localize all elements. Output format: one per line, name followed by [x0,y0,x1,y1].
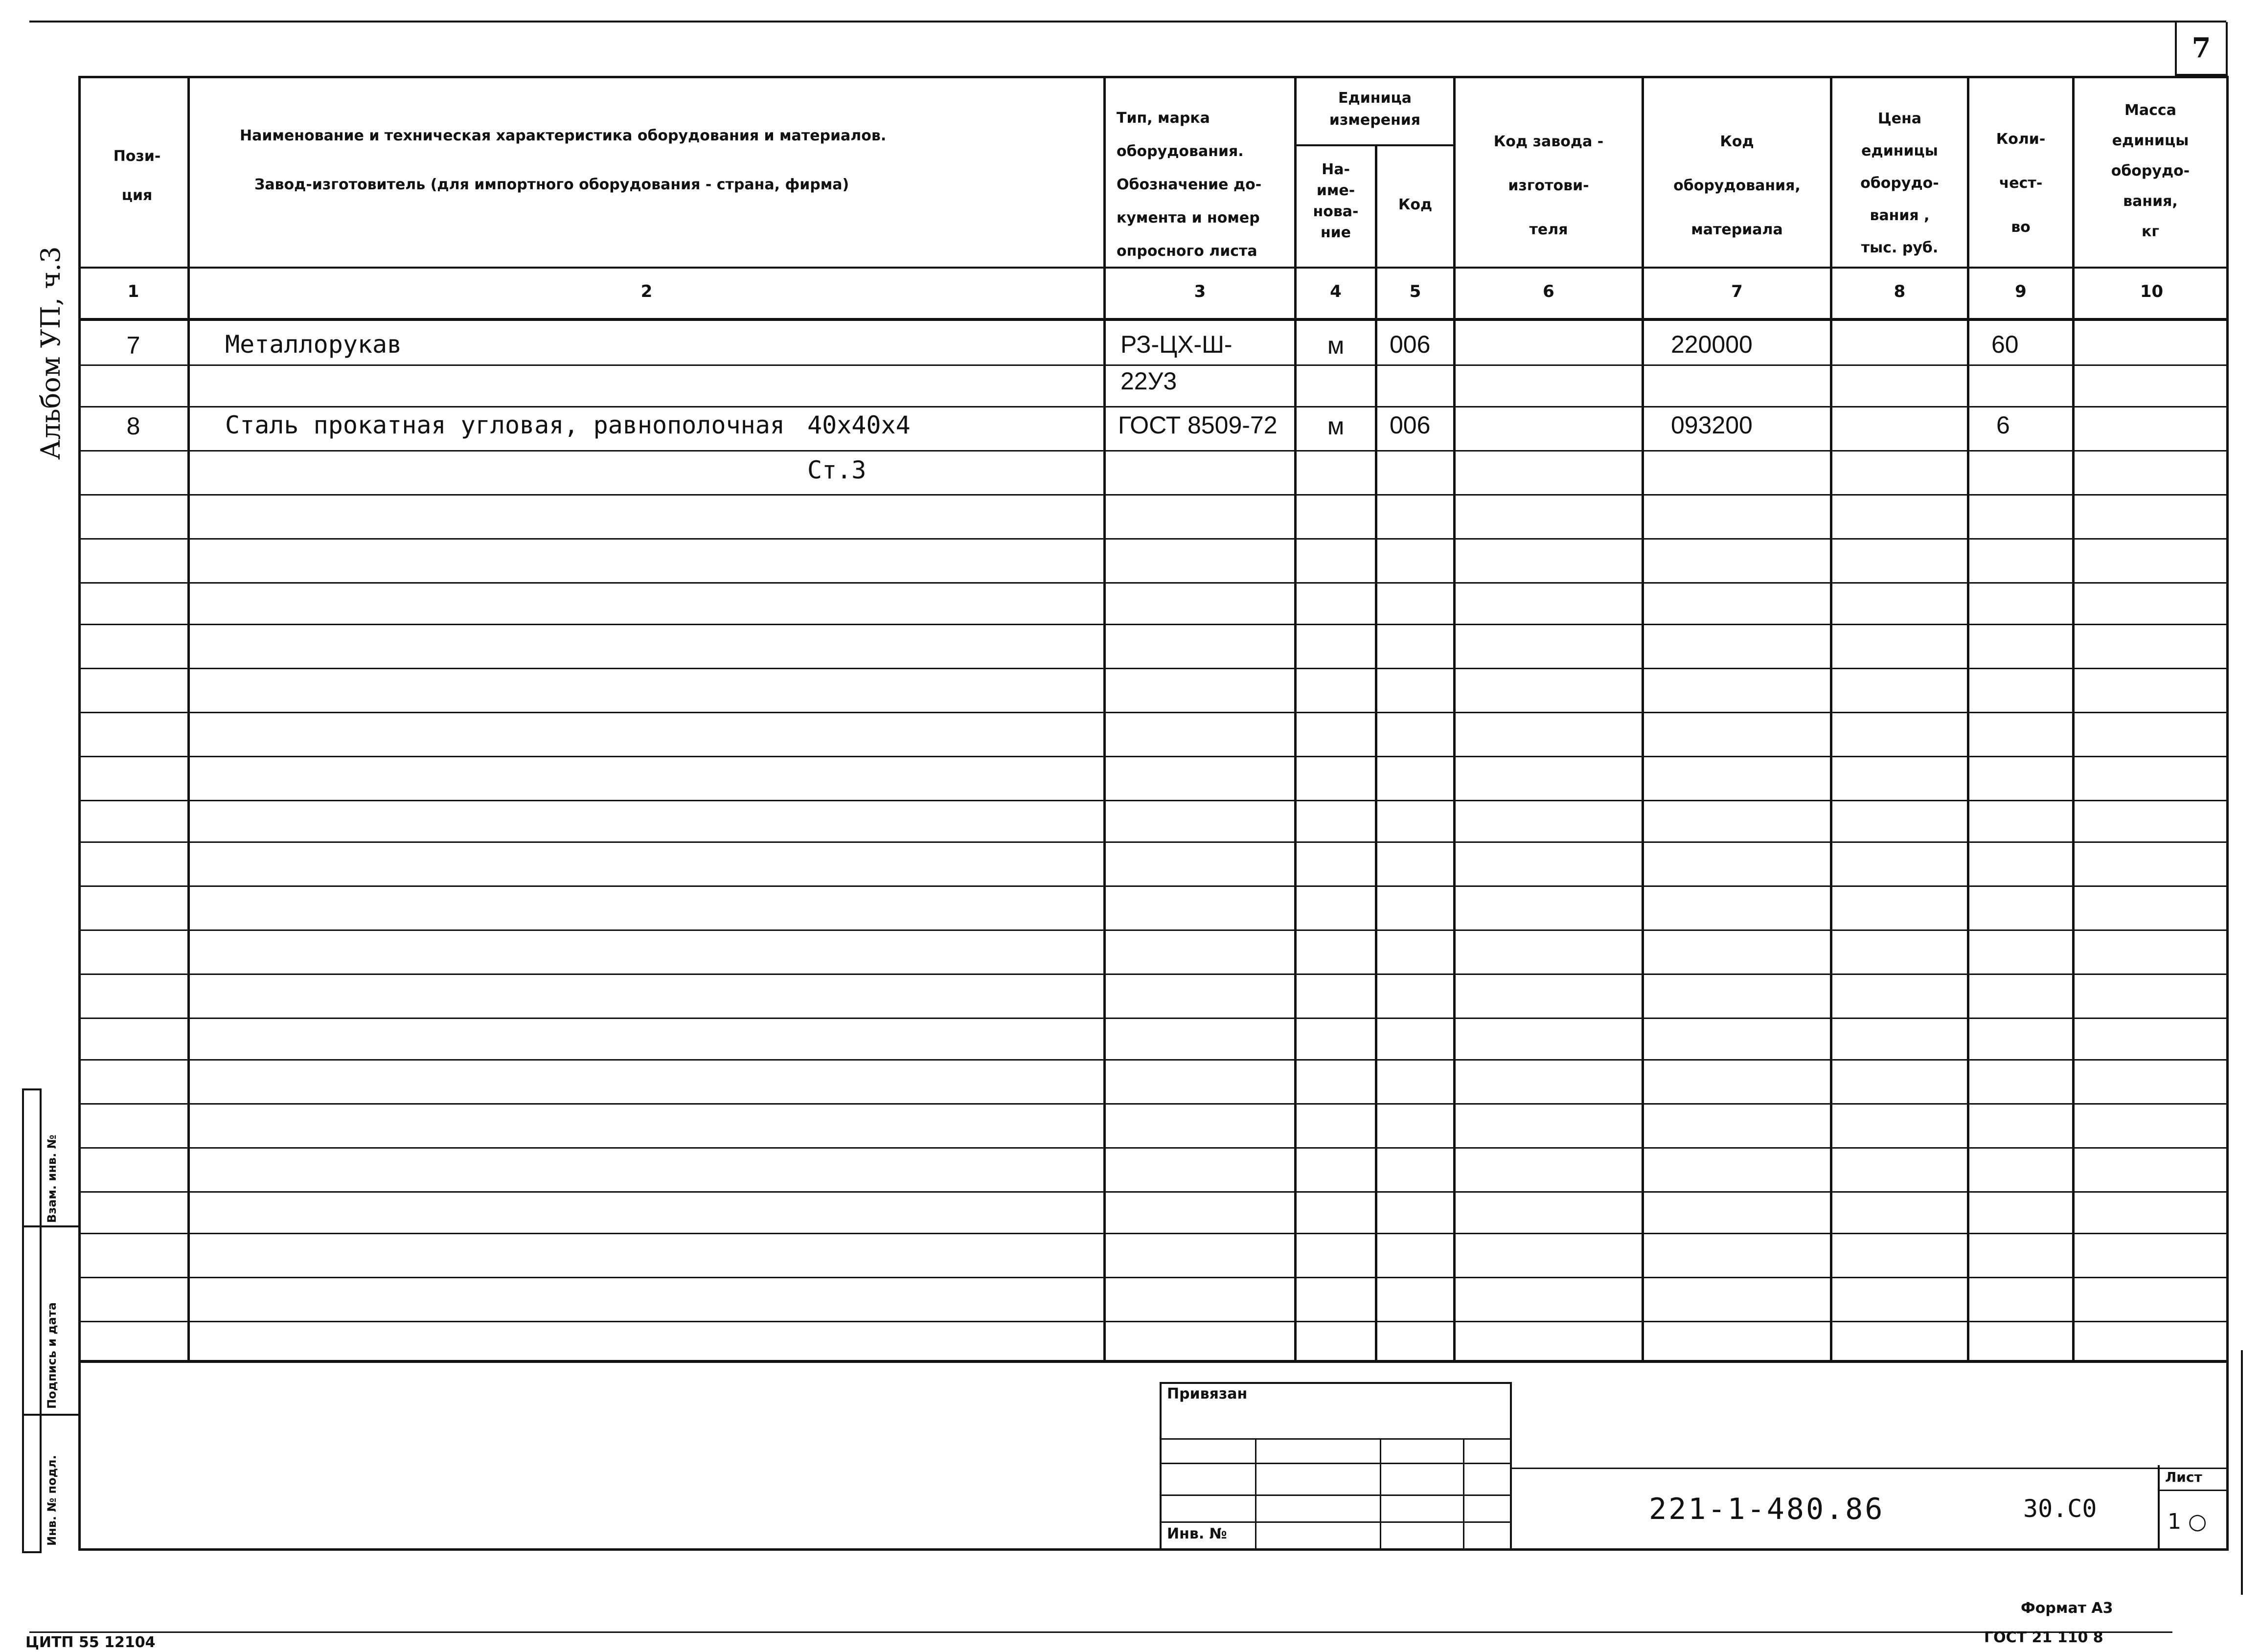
binding-stamp-vline [1255,1438,1256,1551]
header-col10 [2075,95,2226,247]
footer-left-code: ЦИТП 55 12104 [25,1634,156,1651]
header-col9-line: чест- [1999,175,2043,192]
side-stamp [22,1088,42,1553]
section-code: 30.С0 [2023,1494,2097,1523]
header-col1 [93,137,181,215]
column-number: 2 [640,282,653,301]
row-7-equip-code: 220000 [1671,331,1753,358]
inv-no-label: Инв. № [1167,1525,1227,1542]
unit-group-divider [1294,144,1456,146]
column-number: 6 [1543,282,1554,301]
row-8-position: 8 [126,412,140,440]
footer-gost: ГОСТ 21 110 8 [1984,1629,2103,1646]
header-col2-line1: Наименование и техническая характеристика оборудования и материалов. [240,127,887,144]
side-stamp-divider-2 [22,1414,78,1416]
row-8-qty: 6 [1996,411,2010,439]
row-8-type: ГОСТ 8509-72 [1118,411,1278,439]
row-7-position: 7 [126,332,140,359]
row-7-unit: м [1327,332,1345,359]
header-col10-line: Масса [2124,102,2176,119]
row-line [78,756,2229,757]
header-col8-line: вания , [1870,207,1930,224]
col-line-7 [1830,76,1832,1362]
row-7-type-cont: 22У3 [1120,367,1177,395]
column-number: 10 [2140,282,2164,301]
header-unit-group-line: измерения [1329,112,1421,129]
column-number: 3 [1194,282,1206,301]
row-8-code: 006 [1390,411,1431,439]
header-col8-line: тыс. руб. [1861,239,1939,256]
column-number-row-line [78,318,2229,321]
header-unit-group [1297,87,1453,131]
col-line-3 [1294,76,1297,1362]
top-border [29,21,2226,23]
header-col3-line: оборудования. [1117,143,1244,160]
col-line-9 [2072,76,2075,1362]
row-8-unit: м [1327,412,1345,440]
document-code: 221-1-480.86 [1649,1492,1885,1526]
binding-stamp-line [1160,1494,1512,1496]
row-line [78,841,2229,843]
row-line [78,973,2229,975]
binding-stamp-line [1160,1521,1512,1523]
row-line [78,668,2229,669]
row-line [78,538,2229,540]
col-line-2 [1103,76,1106,1362]
header-col9-line: во [2011,219,2031,236]
table-bottom-line [78,1360,2229,1363]
header-col5: Код [1398,196,1433,213]
row-line [78,1191,2229,1193]
row-line [78,885,2229,887]
col-line-1 [187,76,190,1362]
row-line [78,800,2229,801]
header-col7 [1644,120,1830,252]
row-line [78,364,2229,366]
header-col8-line: оборудо- [1860,175,1939,192]
column-number: 7 [1731,282,1743,301]
header-col7-line: Код [1720,133,1754,150]
column-number: 1 [127,282,139,301]
side-stamp-cell-3: Инв. № подл. [45,1455,59,1546]
row-line [78,1103,2229,1105]
header-col6-line: теля [1529,221,1568,238]
header-col8 [1832,103,1967,264]
header-col7-line: материала [1691,221,1783,238]
header-col10-line: вания, [2123,193,2178,210]
row-7-code: 006 [1390,331,1431,358]
sheet-number-box [2175,22,2228,76]
row-line [78,1147,2229,1149]
header-col9-line: Коли- [1996,131,2046,148]
header-col10-line: единицы [2112,132,2189,149]
header-col8-line: Цена [1877,110,1922,127]
row-line [78,929,2229,931]
binding-stamp-label: Привязан [1167,1385,1248,1403]
header-col1-line: Пози- [113,148,161,165]
row-8-equip-code: 093200 [1671,411,1753,439]
column-number: 5 [1409,282,1421,301]
header-col3 [1117,102,1293,268]
list-box-line [2158,1490,2229,1491]
header-col4 [1297,159,1375,243]
column-number: 8 [1894,282,1906,301]
column-number: 9 [2015,282,2027,301]
row-8-grade: Ст.3 [807,456,867,484]
row-8-name: Сталь прокатная угловая, равнополочная [225,411,785,439]
row-line [78,406,2229,407]
col-line-4 [1375,144,1377,1360]
row-line [78,582,2229,584]
title-block-line [1512,1468,2229,1469]
header-col4-line: нова- [1313,203,1359,220]
row-7-qty: 60 [1991,331,2019,358]
header-col3-line: опросного листа [1117,243,1257,260]
header-col3-line: Тип, марка [1117,110,1210,127]
header-col8-line: единицы [1861,142,1938,159]
header-col2-line2: Завод-изготовитель (для импортного оборудования - страна, фирма) [254,176,849,193]
row-line [78,1233,2229,1234]
column-number: 4 [1330,282,1342,301]
header-col6-line: изготови- [1508,177,1589,194]
footer-format: Формат А3 [2021,1600,2113,1617]
binding-stamp-line [1160,1438,1512,1440]
header-unit-group-line: Единица [1338,90,1412,107]
header-col6 [1456,120,1642,252]
header-col10-line: оборудо- [2111,162,2190,180]
col-line-6 [1642,76,1644,1362]
album-side-label: Альбом УП, ч.3 [35,246,66,460]
row-line [78,494,2229,496]
header-col3-line: Обозначение до- [1117,176,1262,193]
row-line [78,712,2229,713]
row-line [78,450,2229,452]
list-label: Лист [2165,1469,2202,1485]
header-col1-line: ция [121,187,153,204]
row-7-type: РЗ-ЦХ-Ш- [1120,331,1233,358]
header-col9 [1969,117,2072,249]
side-stamp-cell-2: Подпись и дата [45,1302,59,1409]
row-7-name: Металлорукав [225,330,402,359]
header-col6-line: Код завода - [1493,133,1604,150]
row-line [78,1059,2229,1061]
row-line [78,1277,2229,1278]
header-col7-line: оборудования, [1673,177,1801,194]
footer-line [29,1631,2172,1633]
row-line [78,624,2229,625]
binding-stamp-vline [1463,1438,1464,1551]
binding-stamp-line [1160,1463,1512,1464]
header-col10-line: кг [2141,223,2160,240]
header-col4-line: ние [1320,224,1351,241]
col-line-8 [1967,76,1969,1362]
header-col4-line: На- [1322,161,1350,178]
side-stamp-divider-1 [22,1225,78,1227]
side-stamp-cell-1: Взам. инв. № [45,1134,59,1223]
row-line [78,1018,2229,1019]
header-col4-line: име- [1316,182,1355,199]
list-number: 1 ○ [2168,1509,2207,1534]
sheet-number: 7 [2192,32,2211,64]
row-8-size: 40x40x4 [807,411,911,439]
row-line [78,1321,2229,1322]
binding-stamp-vline [1380,1438,1381,1551]
right-margin-line [2241,1350,2243,1595]
header-col3-line: кумента и номер [1117,209,1260,226]
col-line-5 [1453,76,1456,1362]
